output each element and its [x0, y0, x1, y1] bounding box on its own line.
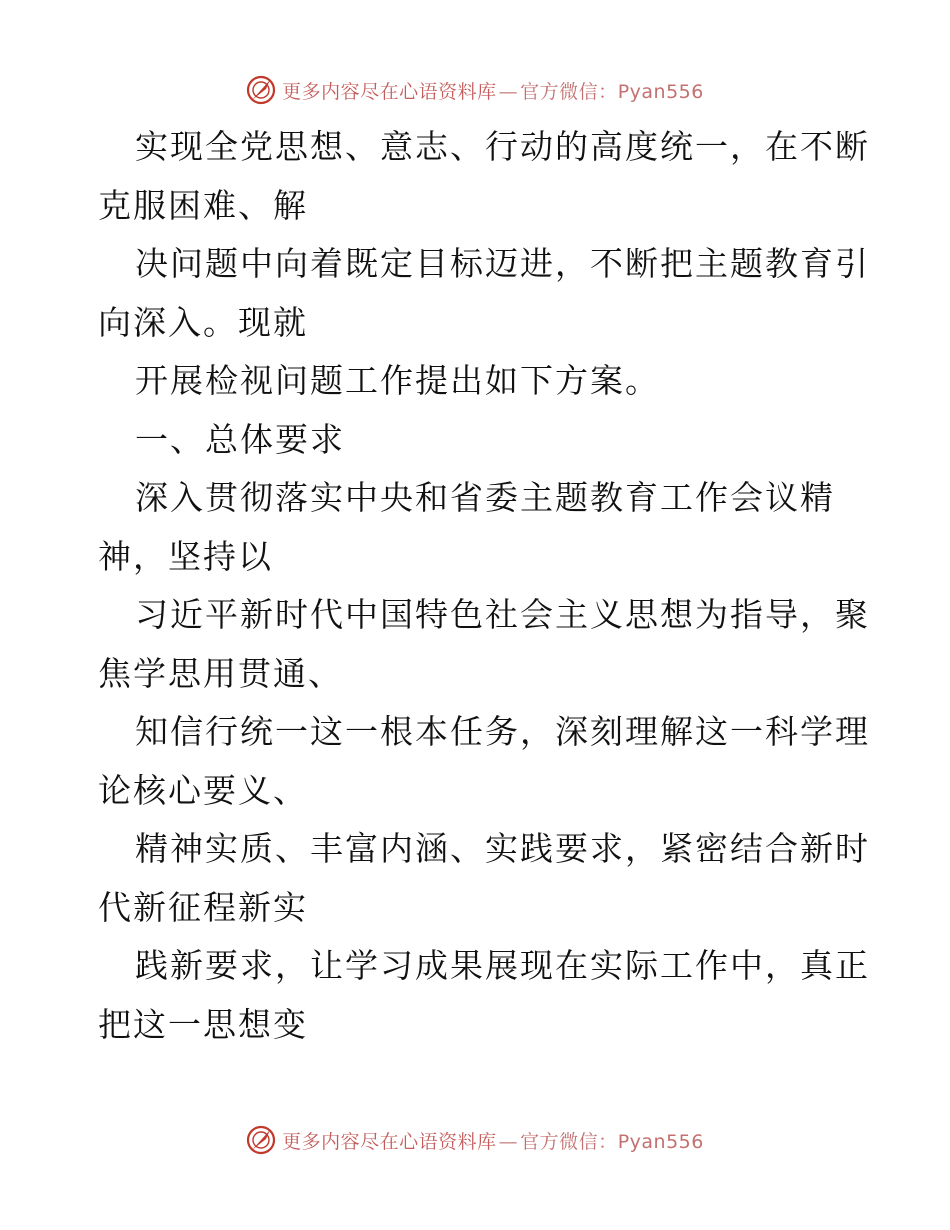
text-line: 论核心要义、 [98, 770, 308, 810]
text-line: 开展检视问题工作提出如下方案。 [135, 361, 660, 400]
text-line: 深入贯彻落实中央和省委主题教育工作会议精 [135, 478, 835, 517]
quill-logo-icon [246, 1125, 276, 1155]
quill-logo-icon [246, 75, 276, 105]
text-line: 神，坚持以 [98, 536, 273, 576]
text-line: 克服困难、解 [98, 185, 308, 225]
text-line: 代新征程新实 [98, 887, 308, 927]
text-line: 向深入。现就 [98, 302, 308, 342]
watermark-main-text: 更多内容尽在心语资料库 [282, 1130, 497, 1153]
text-line: 焦学思用贯通、 [98, 653, 343, 693]
watermark-wechat-label: 官方微信： [520, 80, 618, 103]
watermark-separator: — [498, 80, 519, 103]
text-line: 一、总体要求 [135, 419, 345, 459]
text-line: 决问题中向着既定目标迈进，不断把主题教育引 [135, 244, 870, 283]
text-line: 习近平新时代中国特色社会主义思想为指导，聚 [135, 595, 870, 634]
document-body [98, 118, 870, 1054]
watermark-header [0, 72, 950, 108]
watermark-footer [0, 1122, 950, 1158]
watermark-separator: — [498, 1130, 519, 1153]
text-line: 把这一思想变 [98, 1004, 308, 1044]
text-line: 知信行统一这一根本任务，深刻理解这一科学理 [135, 712, 870, 751]
text-line: 实现全党思想、意志、行动的高度统一，在不断 [135, 127, 870, 166]
watermark-wechat-id: Pyan556 [617, 80, 704, 103]
watermark-main-text: 更多内容尽在心语资料库 [282, 80, 497, 103]
watermark-wechat-id: Pyan556 [617, 1130, 704, 1153]
text-line: 践新要求，让学习成果展现在实际工作中，真正 [135, 946, 870, 985]
watermark-wechat-label: 官方微信： [520, 1130, 618, 1153]
text-line: 精神实质、丰富内涵、实践要求，紧密结合新时 [135, 829, 870, 868]
